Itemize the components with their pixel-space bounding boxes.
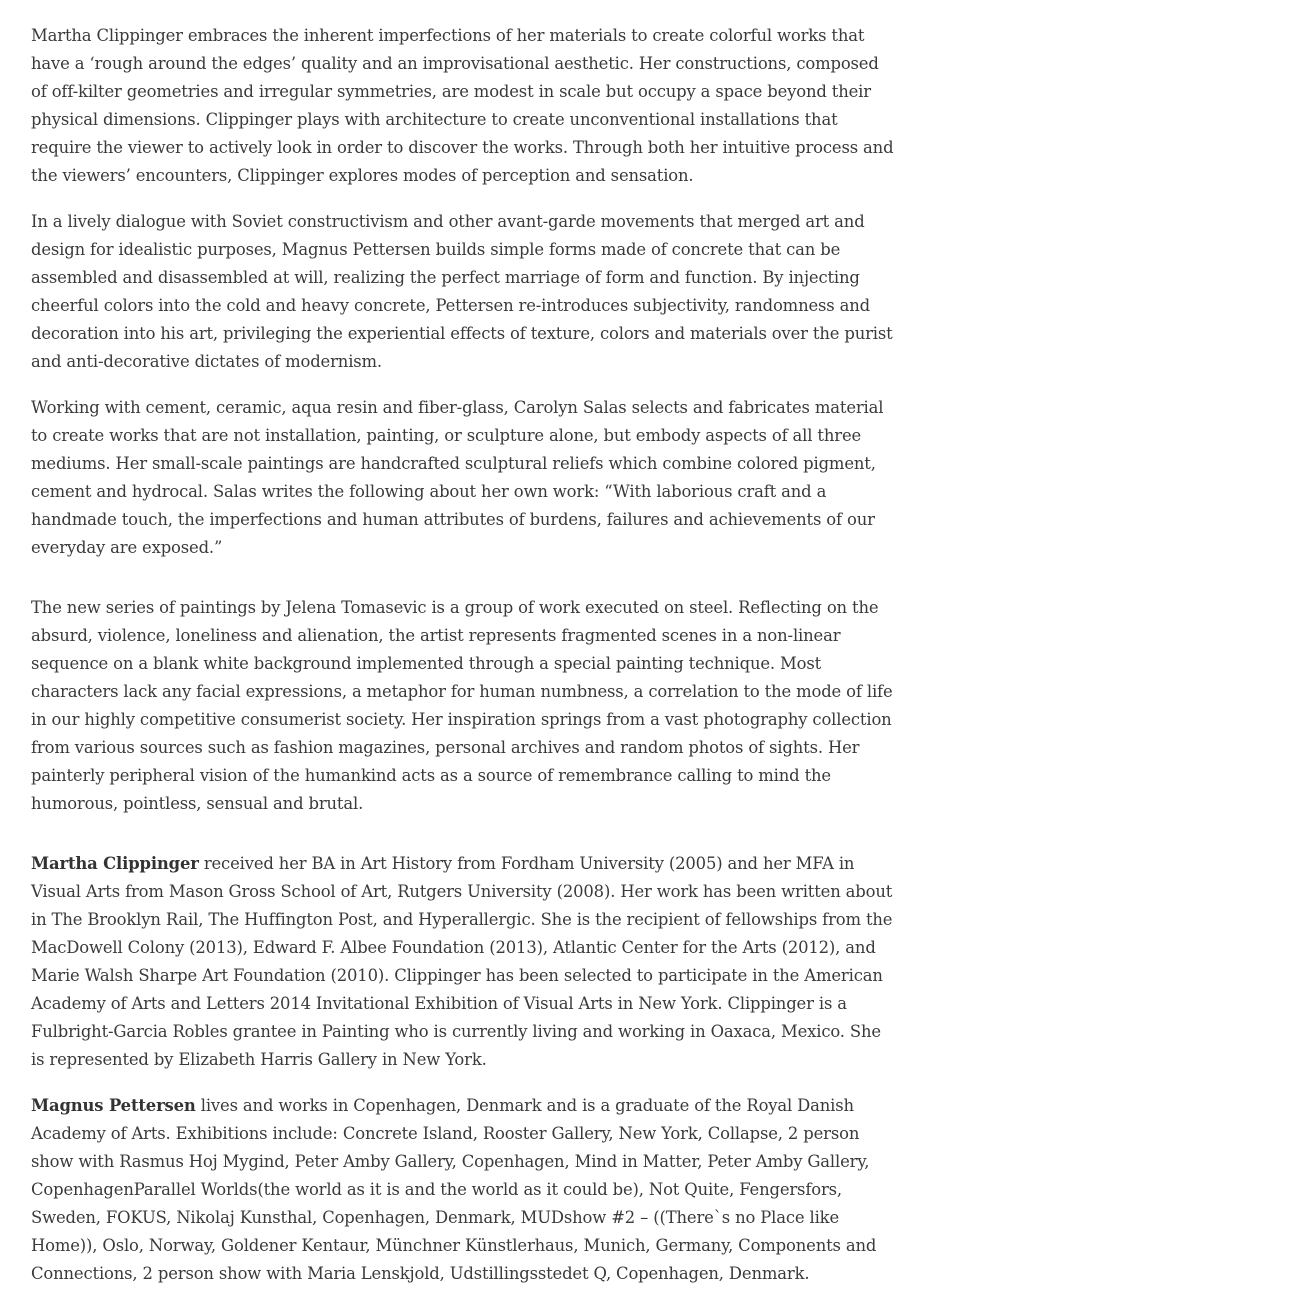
bio-text-pettersen: lives and works in Copenhagen, Denmark and is a graduate of the Royal Danish Academy of Arts. Exhibitions include: Concrete Island, Rooster Gallery, New York, Collapse, 2 person show with Rasmus Hoj Mygind, Peter Amby Gallery, Copenhagen, Mind in Matter, Peter Amby Gallery, CopenhagenParallel Worlds(the world as it is and the world as it could be), Not Quite, Fengersfors, Sweden, FOKUS, Nikolaj Kunsthal, Copenhagen, Denmark, MUDshow #2 – ((There`s no Place like Home)), Oslo, Norway, Goldener Kentaur, Münchner Künstlerhaus, Munich, Germany, Components and Connections, 2 person show with Maria Lenskjold, Udstillingsstedet Q, Copenhagen, Denmark.: [31, 1096, 877, 1283]
bio-pettersen: [31, 1092, 897, 1288]
bio-text-clippinger: received her BA in Art History from Fordham University (2005) and her MFA in Visual Arts from Mason Gross School of Art, Rutgers University (2008). Her work has been written about in The Brooklyn Rail, The Huffington Post, and Hyperallergic. She is the recipient of fellowships from the MacDowell Colony (2013), Edward F. Albee Foundation (2013), Atlantic Center for the Arts (2012), and Marie Walsh Sharpe Art Foundation (2010). Clippinger has been selected to participate in the American Academy of Arts and Letters 2014 Invitational Exhibition of Visual Arts in New York. Clippinger is a Fulbright-Garcia Robles grantee in Painting who is currently living and working in Oaxaca, Mexico. She is represented by Elizabeth Harris Gallery in New York.: [31, 854, 893, 1069]
artist-statement-tomasevic: The new series of paintings by Jelena Tomasevic is a group of work executed on steel. Reflecting on the absurd, violence, loneliness and alienation, the artist represents fragmented scenes in a non-linear sequence on a blank white background implemented through a special painting technique. Most characters lack any facial expressions, a metaphor for human numbness, a correlation to the mode of life in our highly competitive consumerist society. Her inspiration springs from a vast photography collection from various sources such as fashion magazines, personal archives and random photos of sights. Her painterly peripheral vision of the humankind acts as a source of remembrance calling to mind the humorous, pointless, sensual and brutal.: [31, 598, 893, 813]
bio-name-pettersen: Magnus Pettersen: [31, 1096, 196, 1115]
bio-name-clippinger: Martha Clippinger: [31, 854, 199, 873]
article-body: [31, 22, 897, 1306]
artist-statement-pettersen: In a lively dialogue with Soviet constructivism and other avant-garde movements that merged art and design for idealistic purposes, Magnus Pettersen builds simple forms made of concrete that can be assembled and disassembled at will, realizing the perfect marriage of form and function. By injecting cheerful colors into the cold and heavy concrete, Pettersen re-introduces subjectivity, randomness and decoration into his art, privileging the experiential effects of texture, colors and materials over the purist and anti-decorative dictates of modernism.: [31, 212, 893, 371]
artist-statement-clippinger: Martha Clippinger embraces the inherent imperfections of her materials to create colorful works that have a ‘rough around the edges’ quality and an improvisational aesthetic. Her constructions, composed of off-kilter geometries and irregular symmetries, are modest in scale but occupy a space beyond their physical dimensions. Clippinger plays with architecture to create unconventional installations that require the viewer to actively look in order to discover the works. Through both her intuitive process and the viewers’ encounters, Clippinger explores modes of perception and sensation.: [31, 26, 894, 185]
artist-statement-salas: Working with cement, ceramic, aqua resin and fiber-glass, Carolyn Salas selects and fabricates material to create works that are not installation, painting, or sculpture alone, but embody aspects of all three mediums. Her small-scale paintings are handcrafted sculptural reliefs which combine colored pigment, cement and hydrocal. Salas writes the following about her own work: “With laborious craft and a handmade touch, the imperfections and human attributes of burdens, failures and achievements of our everyday are exposed.”: [31, 398, 884, 557]
bio-clippinger: [31, 850, 897, 1074]
